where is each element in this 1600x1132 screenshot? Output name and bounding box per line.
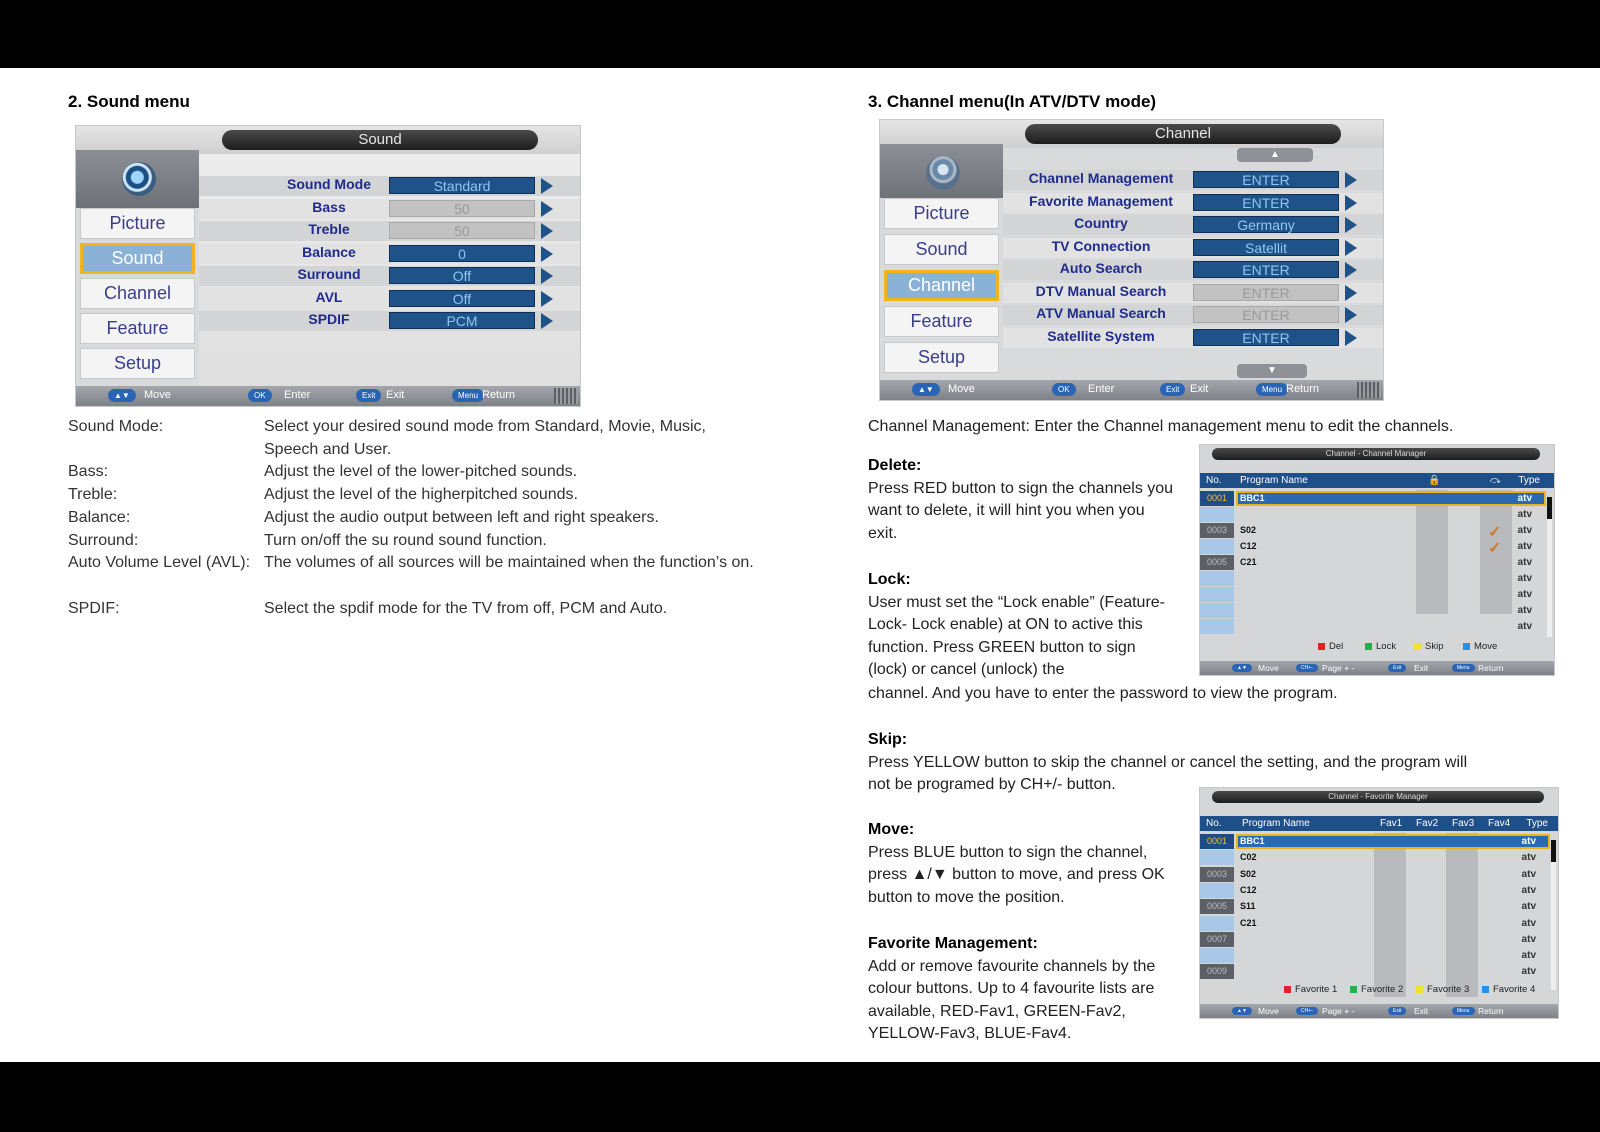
- row-number: [1200, 850, 1234, 865]
- row-number: [1200, 619, 1234, 634]
- setting-row[interactable]: [199, 199, 580, 219]
- menu-sidebar: [880, 198, 1003, 382]
- row-type: atv: [1521, 901, 1536, 913]
- selected-row-highlight: [1236, 491, 1546, 506]
- row-number: [1200, 571, 1234, 586]
- check-icon: ✓: [1488, 524, 1502, 541]
- row-number: 0005: [1200, 899, 1234, 914]
- description-text: Select the spdif mode for the TV from off, PCM and Auto.: [264, 599, 668, 617]
- row-program-name: C21: [1240, 557, 1257, 567]
- setting-row[interactable]: [1003, 215, 1383, 235]
- description-term: SPDIF:: [68, 599, 120, 617]
- legend-favorite-3: [1416, 984, 1469, 995]
- footer-label-move: Move: [1258, 1006, 1279, 1016]
- row-type: atv: [1517, 557, 1532, 568]
- speaker-icon: [122, 162, 156, 196]
- menu-footer: [76, 386, 580, 406]
- menu-title: Sound: [222, 130, 538, 150]
- row-number: [1200, 948, 1234, 963]
- row-type: atv: [1521, 950, 1536, 962]
- row-number: [1200, 603, 1234, 618]
- legend-label: Favorite 3: [1427, 984, 1470, 995]
- legend-favorite-1: [1284, 984, 1337, 995]
- check-icon: ✓: [1488, 540, 1502, 557]
- description-term: Treble:: [68, 486, 118, 504]
- setting-row[interactable]: [199, 311, 580, 331]
- table-row[interactable]: [1200, 867, 1558, 883]
- footer-grid-decoration: [554, 388, 578, 404]
- color-key-legend: [1200, 641, 1554, 653]
- legend-label: Favorite 1: [1295, 984, 1338, 995]
- legend-label: Move: [1474, 641, 1498, 652]
- description-text: The volumes of all sources will be maintained when the function’s on.: [264, 554, 754, 572]
- header-program-name: Program Name: [1240, 475, 1308, 486]
- legend-favorite-4: [1482, 984, 1535, 995]
- row-type: atv: [1517, 525, 1532, 536]
- row-type: atv: [1521, 966, 1536, 978]
- setting-value[interactable]: ENTER: [1193, 261, 1339, 278]
- table-row[interactable]: [1200, 932, 1558, 948]
- table-row[interactable]: [1200, 619, 1554, 635]
- footer-key-exit[interactable]: Exit: [1160, 383, 1185, 396]
- arrow-right-icon[interactable]: [541, 268, 553, 284]
- row-program-name: BBC1: [1240, 836, 1265, 846]
- setting-row[interactable]: [1003, 193, 1383, 213]
- footer-key-exit[interactable]: Exit: [356, 389, 381, 402]
- channel-intro: Channel Management: Enter the Channel management menu to edit the channels.: [868, 418, 1454, 435]
- legend-label: Del: [1329, 641, 1344, 652]
- table-row[interactable]: [1200, 964, 1558, 980]
- lock-heading: Lock:: [868, 571, 911, 588]
- arrow-right-icon[interactable]: [541, 313, 553, 329]
- table-row[interactable]: [1200, 603, 1554, 619]
- setting-label: DTV Manual Search: [1035, 282, 1167, 299]
- menu-icon-box: [76, 150, 199, 208]
- setting-label: Satellite System: [1047, 327, 1155, 344]
- table-row[interactable]: [1200, 555, 1554, 571]
- favorite-manager-title: Channel - Favorite Manager: [1212, 791, 1544, 803]
- setting-label: AVL: [315, 288, 343, 305]
- row-number: 0009: [1200, 964, 1234, 979]
- row-number: 0003: [1200, 523, 1234, 538]
- row-number: [1200, 507, 1234, 522]
- arrow-right-icon[interactable]: [541, 246, 553, 262]
- table-row[interactable]: [1200, 834, 1558, 850]
- footer-key-return[interactable]: Menu: [1452, 1007, 1475, 1015]
- list-footer: [1200, 1004, 1558, 1018]
- delete-block: [868, 455, 1178, 545]
- move-block: [868, 819, 1178, 909]
- setting-row[interactable]: [1003, 305, 1383, 325]
- footer-label-move: Move: [1258, 663, 1279, 673]
- sidebar-item-feature[interactable]: Feature: [884, 306, 999, 337]
- row-program-name: C21: [1240, 917, 1257, 928]
- setting-row[interactable]: [1003, 238, 1383, 258]
- sidebar-item-channel[interactable]: Channel: [884, 270, 999, 301]
- footer-label-enter: Enter: [284, 389, 311, 401]
- legend-favorite-2: [1350, 984, 1403, 995]
- arrow-right-icon[interactable]: [1345, 195, 1357, 211]
- footer-label-page-: Page + -: [1322, 1006, 1355, 1016]
- arrow-right-icon[interactable]: [1345, 240, 1357, 256]
- sidebar-item-setup[interactable]: Setup: [80, 348, 195, 379]
- row-number: 0007: [1200, 932, 1234, 947]
- setting-value[interactable]: PCM: [389, 312, 535, 329]
- color-swatch: [1482, 986, 1489, 993]
- legend-del: [1318, 641, 1343, 652]
- footer-label-exit: Exit: [386, 389, 405, 401]
- color-key-legend: [1200, 984, 1558, 996]
- footer-key-exit[interactable]: Exit: [1388, 1007, 1406, 1015]
- header-type: Type: [1526, 818, 1548, 829]
- footer-key-return[interactable]: Menu: [452, 389, 484, 402]
- arrow-right-icon[interactable]: [541, 178, 553, 194]
- description-text: Select your desired sound mode from Standard, Movie, Music, Speech and User.: [264, 418, 706, 458]
- lock-block: [868, 569, 1178, 682]
- footer-key-move[interactable]: ▲▼: [1232, 664, 1252, 672]
- legend-label: Favorite 2: [1361, 984, 1404, 995]
- arrow-right-icon[interactable]: [1345, 330, 1357, 346]
- row-number: [1200, 883, 1234, 898]
- menu-settings-panel: [199, 154, 580, 386]
- menu-title: Channel: [1025, 124, 1341, 144]
- description-term: Sound Mode:: [68, 418, 164, 435]
- setting-value[interactable]: ENTER: [1193, 329, 1339, 346]
- setting-row[interactable]: [199, 289, 580, 309]
- footer-label-exit: Exit: [1414, 1006, 1429, 1016]
- description-term: Balance:: [68, 508, 131, 526]
- setting-row[interactable]: [199, 266, 580, 286]
- setting-value[interactable]: Off: [389, 267, 535, 284]
- footer-key-enter[interactable]: OK: [248, 389, 272, 402]
- setting-row[interactable]: [199, 176, 580, 196]
- header-fav4: Fav4: [1488, 818, 1511, 829]
- setting-label: Balance: [302, 243, 356, 260]
- setting-label: Auto Search: [1059, 260, 1143, 276]
- vertical-scrollbar[interactable]: [1547, 497, 1552, 637]
- footer-key-page-[interactable]: CH+-: [1296, 1007, 1318, 1015]
- setting-row[interactable]: [1003, 170, 1383, 190]
- footer-key-move[interactable]: ▲▼: [1232, 1007, 1252, 1015]
- footer-label-exit: Exit: [1414, 663, 1429, 673]
- footer-key-exit[interactable]: Exit: [1388, 664, 1406, 672]
- favorite-manager-screen: [1199, 787, 1559, 1019]
- setting-value[interactable]: 50: [389, 222, 535, 239]
- header-fav2: Fav2: [1416, 818, 1439, 829]
- setting-label: Country: [1074, 215, 1128, 231]
- channel-section-title: 3. Channel menu(In ATV/DTV mode): [868, 92, 1157, 111]
- footer-key-move[interactable]: ▲▼: [108, 389, 136, 402]
- footer-label-exit: Exit: [1190, 383, 1209, 395]
- row-number: [1200, 539, 1234, 554]
- row-number: [1200, 916, 1234, 931]
- header-type: Type: [1518, 475, 1540, 486]
- row-type: atv: [1521, 884, 1536, 896]
- footer-key-enter[interactable]: OK: [1052, 383, 1076, 396]
- delete-heading: Delete:: [868, 457, 922, 474]
- table-row[interactable]: [1200, 571, 1554, 587]
- footer-key-move[interactable]: ▲▼: [912, 383, 940, 396]
- header-fav3: Fav3: [1452, 818, 1475, 829]
- footer-label-page-: Page + -: [1322, 663, 1355, 673]
- sidebar-item-setup[interactable]: Setup: [884, 342, 999, 373]
- color-swatch: [1365, 643, 1372, 650]
- row-number: 0001: [1200, 834, 1234, 849]
- legend-skip: [1414, 641, 1443, 652]
- selected-row-highlight: [1236, 834, 1550, 849]
- channel-manager-screen: [1199, 444, 1555, 676]
- setting-row[interactable]: [1003, 328, 1383, 348]
- setting-label: Sound Mode: [287, 176, 371, 192]
- scroll-down-button[interactable]: ▼: [1237, 364, 1307, 378]
- table-row[interactable]: [1200, 850, 1558, 866]
- sidebar-item-sound[interactable]: Sound: [80, 243, 195, 274]
- description-text: Turn on/off the su round sound function.: [264, 531, 547, 549]
- description-text: Adjust the level of the lower-pitched sounds.: [264, 463, 578, 481]
- color-swatch: [1284, 986, 1291, 993]
- header-no: No.: [1206, 818, 1222, 829]
- setting-value[interactable]: ENTER: [1193, 306, 1339, 323]
- arrow-right-icon[interactable]: [1345, 262, 1357, 278]
- lock-tail: channel. And you have to enter the password to view the program.: [868, 685, 1338, 702]
- setting-label: Favorite Management: [1029, 192, 1173, 209]
- setting-row[interactable]: [199, 221, 580, 241]
- menu-icon-box: [880, 144, 1003, 202]
- setting-value[interactable]: 0: [389, 245, 535, 262]
- move-text: Press BLUE button to sign the channel, press ▲/▼ button to move, and press OK button to move the position.: [868, 843, 1165, 906]
- arrow-right-icon[interactable]: [541, 291, 553, 307]
- footer-label-return: Return: [1478, 1006, 1504, 1016]
- delete-text: Press RED button to sign the channels you want to delete, it will hint you when you exit.: [868, 479, 1174, 542]
- arrow-right-icon[interactable]: [1345, 217, 1357, 233]
- footer-key-return[interactable]: Menu: [1452, 664, 1475, 672]
- menu-settings-panel: [1003, 164, 1383, 368]
- arrow-right-icon[interactable]: [1345, 307, 1357, 323]
- table-row[interactable]: [1200, 587, 1554, 603]
- setting-label: Channel Management: [1028, 170, 1174, 186]
- sound-menu-screen: [75, 125, 581, 407]
- sound-descriptions: [68, 416, 768, 616]
- top-black-bar: [0, 0, 1600, 68]
- row-program-name: S02: [1240, 525, 1257, 535]
- arrow-right-icon[interactable]: [541, 201, 553, 217]
- row-number: 0003: [1200, 867, 1234, 882]
- arrow-right-icon[interactable]: [1345, 285, 1357, 301]
- row-program-name: C12: [1240, 541, 1257, 551]
- row-program-name: BBC1: [1240, 493, 1265, 503]
- menu-sidebar: [76, 208, 199, 388]
- row-program-name: C02: [1240, 852, 1257, 863]
- setting-value[interactable]: 50: [389, 200, 535, 217]
- channel-manager-title: Channel - Channel Manager: [1212, 448, 1540, 460]
- footer-label-move: Move: [948, 383, 975, 395]
- setting-value[interactable]: ENTER: [1193, 284, 1339, 301]
- footer-grid-decoration: [1357, 382, 1381, 398]
- setting-value[interactable]: Germany: [1193, 216, 1339, 233]
- menu-footer: [880, 380, 1383, 400]
- move-heading: Move:: [868, 821, 915, 838]
- setting-value[interactable]: ENTER: [1193, 171, 1339, 188]
- setting-row[interactable]: [1003, 260, 1383, 280]
- skip-heading: Skip:: [868, 731, 908, 748]
- legend-lock: [1365, 641, 1396, 652]
- row-type: atv: [1517, 509, 1532, 520]
- bottom-black-bar: [0, 1062, 1600, 1132]
- legend-label: Lock: [1376, 641, 1397, 652]
- footer-label-enter: Enter: [1088, 383, 1115, 395]
- legend-move: [1463, 641, 1497, 652]
- vertical-scrollbar[interactable]: [1551, 840, 1556, 990]
- row-type: atv: [1521, 836, 1536, 847]
- skip-text: Press YELLOW button to skip the channel or cancel the setting, and the program will not be programed by CH+/- button.: [868, 753, 1468, 794]
- setting-row[interactable]: [1003, 283, 1383, 303]
- legend-label: Skip: [1425, 641, 1444, 652]
- footer-key-page-[interactable]: CH+-: [1296, 664, 1318, 672]
- description-text: Adjust the audio output between left and right speakers.: [264, 508, 659, 526]
- setting-value[interactable]: Off: [389, 290, 535, 307]
- setting-label: Treble: [308, 221, 350, 237]
- setting-label: TV Connection: [1051, 237, 1151, 254]
- sidebar-item-picture[interactable]: Picture: [80, 208, 195, 239]
- satellite-dish-icon: [926, 156, 960, 190]
- footer-label-return: Return: [1286, 383, 1320, 395]
- legend-label: Favorite 4: [1493, 984, 1536, 995]
- color-swatch: [1463, 643, 1470, 650]
- footer-label-return: Return: [1478, 663, 1504, 673]
- header-fav1: Fav1: [1380, 818, 1403, 829]
- setting-label: Bass: [312, 198, 346, 215]
- setting-value[interactable]: Satellit: [1193, 239, 1339, 256]
- row-type: atv: [1521, 917, 1536, 929]
- footer-label-return: Return: [482, 389, 516, 401]
- row-type: atv: [1517, 605, 1532, 616]
- color-swatch: [1414, 643, 1421, 650]
- channel-menu-screen: [879, 119, 1384, 401]
- arrow-right-icon[interactable]: [1345, 172, 1357, 188]
- favorite-text: Add or remove favourite channels by the colour buttons. Up to 4 favourite lists are available, RED-Fav1, GREEN-Fav2, YELLOW-Fav3, BLUE-Fav4.: [868, 957, 1156, 1043]
- lock-icon: 🔒: [1428, 475, 1441, 486]
- scroll-thumb[interactable]: [1547, 497, 1552, 519]
- header-program-name: Program Name: [1242, 818, 1310, 829]
- setting-value[interactable]: ENTER: [1193, 194, 1339, 211]
- footer-key-return[interactable]: Menu: [1256, 383, 1288, 396]
- color-swatch: [1350, 986, 1357, 993]
- row-number: 0005: [1200, 555, 1234, 570]
- color-swatch: [1318, 643, 1325, 650]
- sidebar-item-sound[interactable]: Sound: [884, 234, 999, 265]
- description-term: Surround:: [68, 531, 139, 549]
- sidebar-item-channel[interactable]: Channel: [80, 278, 195, 309]
- favorite-heading: Favorite Management:: [868, 935, 1038, 952]
- row-number: [1200, 587, 1234, 602]
- lock-text: User must set the “Lock enable” (Feature-Lock- Lock enable) at ON to active this function. Press GREEN button to sign (lock) or cancel (unlock) the: [868, 593, 1166, 679]
- skip-icon: ⤼: [1490, 475, 1501, 486]
- row-type: atv: [1521, 852, 1536, 864]
- setting-label: SPDIF: [308, 311, 350, 327]
- row-type: atv: [1517, 589, 1532, 600]
- row-type: atv: [1521, 868, 1536, 880]
- row-type: atv: [1521, 933, 1536, 945]
- sound-section-title: 2. Sound menu: [68, 92, 190, 111]
- favorite-block: [868, 933, 1178, 1046]
- description-text: Adjust the level of the higherpitched sounds.: [264, 486, 578, 504]
- row-type: atv: [1517, 573, 1532, 584]
- row-program-name: C12: [1240, 884, 1257, 895]
- row-program-name: S02: [1240, 868, 1257, 879]
- favorite-manager-header: [1200, 816, 1558, 831]
- setting-value[interactable]: Standard: [389, 177, 535, 194]
- scroll-thumb[interactable]: [1551, 840, 1556, 862]
- table-row[interactable]: [1200, 899, 1558, 915]
- scroll-up-button[interactable]: ▲: [1237, 148, 1313, 162]
- table-row[interactable]: [1200, 916, 1558, 932]
- channel-manager-header: [1200, 473, 1554, 488]
- sidebar-item-picture[interactable]: Picture: [884, 198, 999, 229]
- table-row[interactable]: [1200, 883, 1558, 899]
- setting-row[interactable]: [199, 244, 580, 264]
- table-row[interactable]: [1200, 491, 1554, 507]
- row-type: atv: [1517, 621, 1532, 632]
- description-term: Bass:: [68, 463, 109, 481]
- sidebar-item-feature[interactable]: Feature: [80, 313, 195, 344]
- setting-label: Surround: [297, 266, 361, 282]
- header-no: No.: [1206, 475, 1222, 486]
- row-program-name: S11: [1240, 901, 1256, 912]
- description-term: Auto Volume Level (AVL):: [68, 554, 251, 572]
- footer-label-move: Move: [144, 389, 171, 401]
- row-type: atv: [1517, 493, 1532, 504]
- table-row[interactable]: [1200, 507, 1554, 523]
- arrow-right-icon[interactable]: [541, 223, 553, 239]
- list-footer: [1200, 661, 1554, 675]
- row-type: atv: [1517, 541, 1532, 552]
- table-row[interactable]: [1200, 948, 1558, 964]
- row-number: 0001: [1200, 491, 1234, 506]
- color-swatch: [1416, 986, 1423, 993]
- setting-label: ATV Manual Search: [1036, 305, 1166, 321]
